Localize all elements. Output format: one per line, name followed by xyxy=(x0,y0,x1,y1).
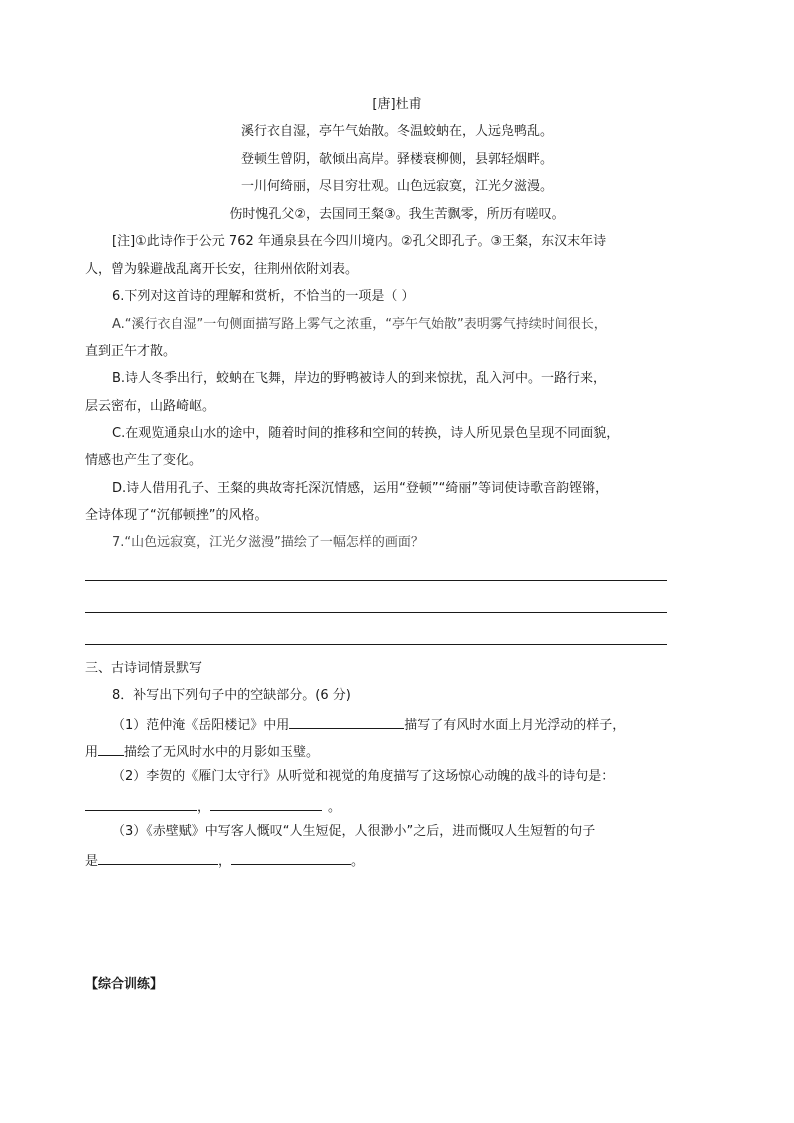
q8-item-1-text: 描写了有风时水面上月光浮动的样子， xyxy=(404,718,626,733)
fill-blank[interactable] xyxy=(289,714,404,729)
q8-item-2: （2）李贺的《雁门太守行》从听觉和视觉的角度描写了这场惊心动魄的战斗的诗句是： xyxy=(112,769,615,784)
fill-blank[interactable] xyxy=(210,796,322,811)
period: 。 xyxy=(328,800,342,815)
q8-item-3-cont xyxy=(85,850,364,871)
question-7-stem: 7.“山色远寂寞，江光夕滋漫”描绘了一幅怎样的画面？ xyxy=(112,535,424,550)
fill-blank[interactable] xyxy=(98,741,124,756)
question-8-stem: 8．补写出下列句子中的空缺部分。(6 分) xyxy=(112,688,351,703)
poem-line: 伤时愧孔父②，去国同王粲③。我生苦飘零，所历有嗟叹。 xyxy=(229,207,565,222)
fill-blank[interactable] xyxy=(98,850,218,865)
comprehensive-training-label: 【综合训练】 xyxy=(85,977,164,992)
option-d: D.诗人借用孔子、王粲的典故寄托深沉情感，运用“登顿”“绮丽”等词使诗歌音韵铿锵， xyxy=(112,481,609,496)
option-b: B.诗人冬季出行，蛟蚋在飞舞，岸边的野鸭被诗人的到来惊扰，乱入河中。一路行来， xyxy=(112,371,607,386)
q8-item-1-text: （1）范仲淹《岳阳楼记》中用 xyxy=(112,718,290,733)
poem-author: [唐]杜甫 xyxy=(372,97,422,112)
option-c: C.在观览通泉山水的途中，随着时间的推移和空间的转换，诗人所见景色呈现不同面貌， xyxy=(112,426,620,441)
option-a-cont: 直到正午才散。 xyxy=(85,344,177,359)
option-a: A.“溪行衣自湿”一句侧面描写路上雾气之浓重，“亭午气始散”表明雾气持续时间很长， xyxy=(112,317,607,332)
poem-line: 一川何绮丽，尽目穷壮观。山色远寂寞，江光夕滋漫。 xyxy=(240,179,553,194)
comma: ， xyxy=(218,854,232,869)
option-d-cont: 全诗体现了“沉郁顿挫”的风格。 xyxy=(85,508,268,523)
q8-item-1-text: 用 xyxy=(85,745,99,760)
q8-item-1 xyxy=(112,714,625,735)
question-6-stem: 6.下列对这首诗的理解和赏析，不恰当的一项是（ ） xyxy=(112,289,415,304)
note-line: [注]①此诗作于公元 762 年通泉县在今四川境内。②孔父即孔子。③王粲，东汉末年诗 xyxy=(112,234,607,249)
poem-line: 溪行衣自湿，亭午气始散。冬温蛟蚋在，人远凫鸭乱。 xyxy=(240,124,553,139)
note-line: 人，曾为躲避战乱离开长安，往荆州依附刘表。 xyxy=(85,262,359,277)
section-title: 三、古诗词情景默写 xyxy=(85,661,203,676)
answer-line[interactable] xyxy=(85,580,667,581)
option-b-cont: 层云密布，山路崎岖。 xyxy=(85,399,216,414)
answer-line[interactable] xyxy=(85,644,667,645)
q8-item-3-text: 是 xyxy=(85,854,99,869)
option-c-cont: 情感也产生了变化。 xyxy=(85,453,203,468)
poem-line: 登顿生曾阴，欹倾出高岸。驿楼衰柳侧，县郭轻烟畔。 xyxy=(240,152,553,167)
period: 。 xyxy=(351,854,365,869)
answer-line[interactable] xyxy=(85,612,667,613)
q8-item-2-blanks xyxy=(85,796,341,817)
fill-blank[interactable] xyxy=(231,850,351,865)
q8-item-1-cont xyxy=(85,741,319,762)
q8-item-1-text: 描绘了无风时水中的月影如玉璧。 xyxy=(124,745,320,760)
comma: ， xyxy=(197,800,211,815)
fill-blank[interactable] xyxy=(85,796,197,811)
q8-item-3: （3）《赤壁赋》中写客人慨叹“人生短促，人很渺小”之后，进而慨叹人生短暂的句子 xyxy=(112,824,596,839)
